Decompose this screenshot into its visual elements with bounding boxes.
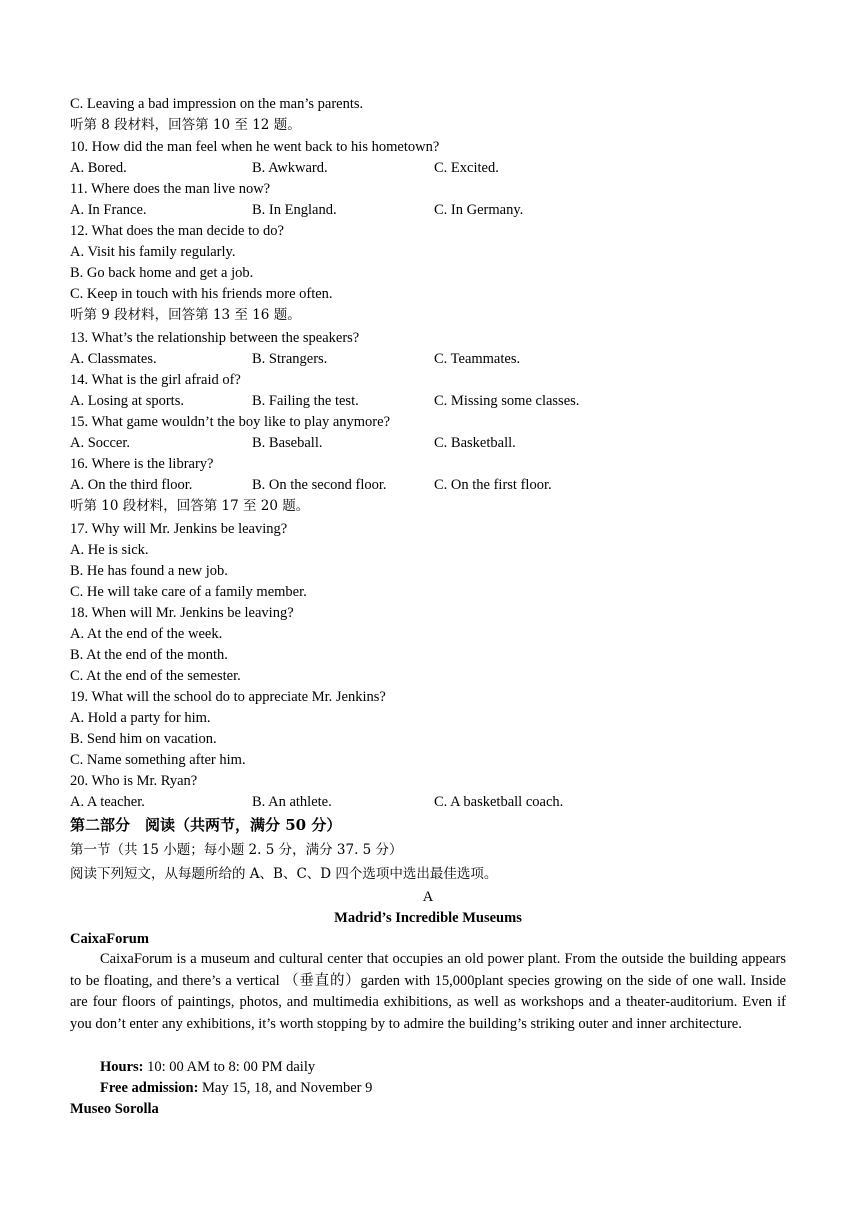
q18-option-b: B. At the end of the month. [70, 647, 228, 663]
q14-option-c: C. Missing some classes. [434, 393, 580, 409]
q20-option-b: B. An athlete. [252, 794, 332, 810]
q15-option-b: B. Baseball. [252, 435, 323, 451]
q15-option-a: A. Soccer. [70, 435, 130, 451]
hours-line [70, 1057, 315, 1077]
q19-option-b: B. Send him on vacation. [70, 731, 217, 747]
question-14: 14. What is the girl afraid of? [70, 372, 241, 388]
q17-option-b: B. He has found a new job. [70, 563, 228, 579]
q13-option-c: C. Teammates. [434, 351, 521, 367]
q16-option-c: C. On the first floor. [434, 477, 552, 493]
question-20: 20. Who is Mr. Ryan? [70, 773, 198, 789]
section-one-info: 第一节（共 15 小题；每小题 2. 5 分，满分 37. 5 分） [70, 842, 403, 858]
q12-option-b: B. Go back home and get a job. [70, 265, 254, 281]
question-17: 17. Why will Mr. Jenkins be leaving? [70, 521, 288, 537]
question-18: 18. When will Mr. Jenkins be leaving? [70, 605, 294, 621]
q11-option-c: C. In Germany. [434, 202, 524, 218]
section-9-header: 听第 9 段材料，回答第 13 至 16 题。 [70, 307, 301, 323]
admission-label: Free admission: [100, 1080, 199, 1096]
question-12: 12. What does the man decide to do? [70, 223, 284, 239]
section-10-header: 听第 10 段材料，回答第 17 至 20 题。 [70, 498, 310, 514]
reading-instruction: 阅读下列短文，从每题所给的 A、B、C、D 四个选项中选出最佳选项。 [70, 866, 498, 882]
q10-option-c: C. Excited. [434, 160, 499, 176]
q16-option-a: A. On the third floor. [70, 477, 193, 493]
museum-heading-caixaforum: CaixaForum [70, 931, 149, 947]
q18-option-c: C. At the end of the semester. [70, 668, 241, 684]
question-19: 19. What will the school do to appreciate Mr. Jenkins? [70, 689, 386, 705]
q16-option-b: B. On the second floor. [252, 477, 387, 493]
question-10: 10. How did the man feel when he went back to his hometown? [70, 139, 440, 155]
question-11: 11. Where does the man live now? [70, 181, 271, 197]
q12-option-c: C. Keep in touch with his friends more often. [70, 286, 333, 302]
q19-option-a: A. Hold a party for him. [70, 710, 211, 726]
q17-option-a: A. He is sick. [70, 542, 149, 558]
admission-value: May 15, 18, and November 9 [198, 1080, 373, 1096]
hours-value: 10: 00 AM to 8: 00 PM daily [143, 1059, 316, 1075]
hours-label: Hours: [100, 1059, 144, 1075]
section-8-header: 听第 8 段材料，回答第 10 至 12 题。 [70, 117, 301, 133]
q15-option-c: C. Basketball. [434, 435, 516, 451]
question-15: 15. What game wouldn’t the boy like to play anymore? [70, 414, 390, 430]
admission-line [70, 1078, 372, 1098]
question-16: 16. Where is the library? [70, 456, 214, 472]
passage-title: Madrid’s Incredible Museums [334, 910, 522, 926]
q12-option-a: A. Visit his family regularly. [70, 244, 236, 260]
q20-option-c: C. A basketball coach. [434, 794, 564, 810]
q17-option-c: C. He will take care of a family member. [70, 584, 307, 600]
caixaforum-paragraph: CaixaForum is a museum and cultural center that occupies an old power plant. From the outside the building appears to be floating, and there’s a vertical （垂直的）garden with 15,000plant species growing on the side of one wall. Inside are four floors of paintings, photos, and multimedia exhibitions, as well as workshops and a theater-auditorium. Even if you don’t enter any exhibitions, it’s worth stopping by to admire the building’s striking outer and inner architecture. [70, 951, 786, 1032]
q14-option-a: A. Losing at sports. [70, 393, 184, 409]
part-two-title: 第二部分 阅读（共两节，满分 50 分） [70, 816, 342, 834]
museum-heading-sorolla: Museo Sorolla [70, 1101, 159, 1117]
q11-option-a: A. In France. [70, 202, 147, 218]
q19-option-c: C. Name something after him. [70, 752, 246, 768]
passage-letter: A [422, 889, 434, 905]
q10-option-a: A. Bored. [70, 160, 127, 176]
q13-option-b: B. Strangers. [252, 351, 328, 367]
q11-option-b: B. In England. [252, 202, 337, 218]
q10-option-b: B. Awkward. [252, 160, 328, 176]
question-13: 13. What’s the relationship between the speakers? [70, 330, 360, 346]
q18-option-a: A. At the end of the week. [70, 626, 223, 642]
q20-option-a: A. A teacher. [70, 794, 145, 810]
q13-option-a: A. Classmates. [70, 351, 157, 367]
q14-option-b: B. Failing the test. [252, 393, 359, 409]
q9-option-c: C. Leaving a bad impression on the man’s parents. [70, 96, 364, 112]
